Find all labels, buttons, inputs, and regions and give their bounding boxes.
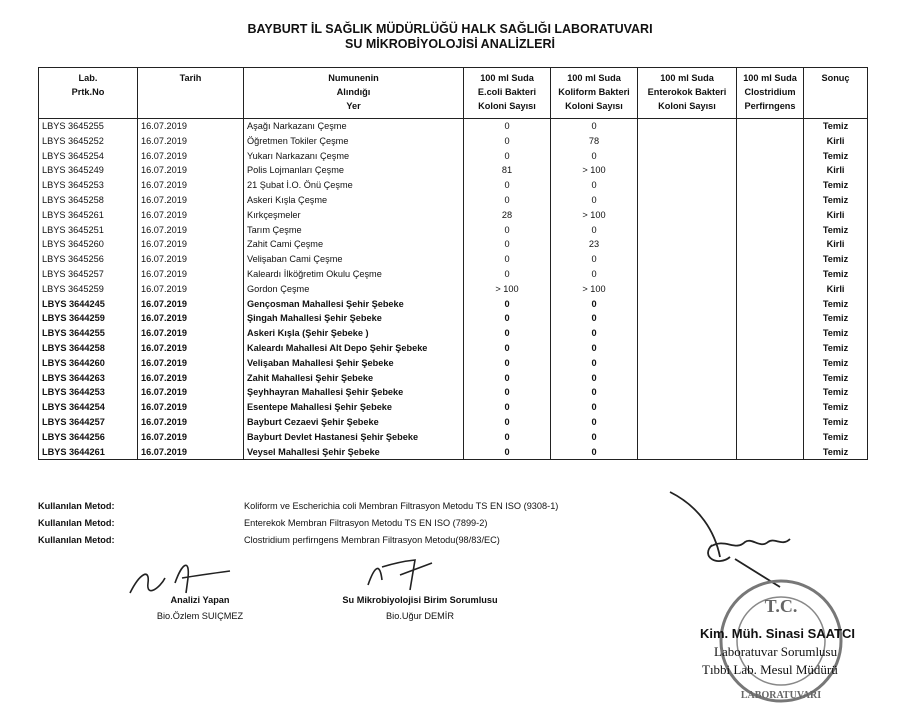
cell-sonuc: Temiz: [804, 356, 868, 371]
cell-tarih: 16.07.2019: [138, 371, 244, 386]
cell-clostridium: [737, 208, 804, 223]
table-row: [39, 134, 868, 149]
table-row: [39, 385, 868, 400]
cell-enterokok: [638, 223, 737, 238]
results-table: [38, 67, 868, 460]
cell-yer: Aşağı Narkazanı Çeşme: [244, 119, 464, 134]
cell-koliform: 0: [551, 430, 638, 445]
cell-yer: Şingah Mahallesi Şehir Şebeke: [244, 311, 464, 326]
method-label: Kullanılan Metod:: [38, 501, 115, 511]
cell-koliform: 78: [551, 134, 638, 149]
table-row: [39, 430, 868, 445]
cell-yer: Velişaban Mahallesi Şehir Şebeke: [244, 356, 464, 371]
col-enterokok: 100 ml Suda Enterokok Bakteri Koloni Sayısı: [638, 68, 737, 119]
cell-sonuc: Temiz: [804, 223, 868, 238]
cell-sonuc: Temiz: [804, 415, 868, 430]
cell-ecoli: 0: [464, 223, 551, 238]
table-row: [39, 149, 868, 164]
seal-top-text: T.C.: [764, 596, 798, 616]
cell-koliform: 0: [551, 326, 638, 341]
cell-lab: LBYS 3644245: [39, 297, 138, 312]
table-header: [39, 68, 868, 119]
analyst-name: Bio.Özlem SUIÇMEZ: [156, 611, 244, 621]
col-yer: Numunenin Alındığı Yer: [244, 68, 464, 119]
cell-sonuc: Temiz: [804, 252, 868, 267]
cell-lab: LBYS 3645253: [39, 178, 138, 193]
cell-enterokok: [638, 267, 737, 282]
cell-clostridium: [737, 149, 804, 164]
cell-lab: LBYS 3645256: [39, 252, 138, 267]
report-title: BAYBURT İL SAĞLIK MÜDÜRLÜĞÜ HALK SAĞLIĞI LABORATUVARI: [247, 22, 653, 36]
cell-yer: Askeri Kışla Çeşme: [244, 193, 464, 208]
table-row: [39, 297, 868, 312]
cell-lab: LBYS 3644254: [39, 400, 138, 415]
cell-tarih: 16.07.2019: [138, 237, 244, 252]
table-row: [39, 252, 868, 267]
table-row: [39, 193, 868, 208]
cell-yer: Gordon Çeşme: [244, 282, 464, 297]
cell-lab: LBYS 3645251: [39, 223, 138, 238]
cell-enterokok: [638, 371, 737, 386]
table-row: [39, 326, 868, 341]
cell-yer: Tarım Çeşme: [244, 223, 464, 238]
cell-ecoli: 0: [464, 149, 551, 164]
official-seal: [716, 576, 846, 706]
cell-enterokok: [638, 326, 737, 341]
cell-clostridium: [737, 400, 804, 415]
cell-koliform: 0: [551, 400, 638, 415]
cell-tarih: 16.07.2019: [138, 223, 244, 238]
cell-koliform: 0: [551, 371, 638, 386]
cell-koliform: 0: [551, 385, 638, 400]
analyst-role: Analizi Yapan: [170, 595, 230, 605]
cell-sonuc: Temiz: [804, 371, 868, 386]
col-lab: Lab. Prtk.No: [39, 68, 138, 119]
cell-koliform: 0: [551, 178, 638, 193]
cell-tarih: 16.07.2019: [138, 445, 244, 460]
unit-role: Su Mikrobiyolojisi Birim Sorumlusu: [342, 595, 498, 605]
cell-ecoli: 0: [464, 267, 551, 282]
cell-sonuc: Kirli: [804, 134, 868, 149]
col-sonuc: Sonuç: [804, 68, 868, 119]
cell-lab: LBYS 3645255: [39, 119, 138, 134]
table-row: [39, 119, 868, 134]
cell-ecoli: 0: [464, 400, 551, 415]
cell-koliform: 0: [551, 267, 638, 282]
cell-sonuc: Kirli: [804, 208, 868, 223]
cell-yer: Zahit Mahallesi Şehir Şebeke: [244, 371, 464, 386]
cell-lab: LBYS 3645261: [39, 208, 138, 223]
table-row: [39, 400, 868, 415]
cell-yer: Bayburt Devlet Hastanesi Şehir Şebeke: [244, 430, 464, 445]
cell-clostridium: [737, 326, 804, 341]
cell-ecoli: 0: [464, 193, 551, 208]
table-row: [39, 415, 868, 430]
cell-lab: LBYS 3645254: [39, 149, 138, 164]
cell-yer: 21 Şubat İ.O. Önü Çeşme: [244, 178, 464, 193]
method-text: Enterekok Membran Filtrasyon Metodu TS EN ISO (7899-2): [244, 518, 488, 528]
cell-enterokok: [638, 134, 737, 149]
cell-tarih: 16.07.2019: [138, 430, 244, 445]
cell-clostridium: [737, 385, 804, 400]
cell-ecoli: 0: [464, 356, 551, 371]
cell-clostridium: [737, 297, 804, 312]
cell-sonuc: Temiz: [804, 297, 868, 312]
cell-koliform: 0: [551, 252, 638, 267]
cell-clostridium: [737, 371, 804, 386]
cell-clostridium: [737, 134, 804, 149]
cell-sonuc: Temiz: [804, 430, 868, 445]
cell-lab: LBYS 3645259: [39, 282, 138, 297]
cell-tarih: 16.07.2019: [138, 252, 244, 267]
cell-enterokok: [638, 208, 737, 223]
cell-enterokok: [638, 297, 737, 312]
cell-lab: LBYS 3645249: [39, 163, 138, 178]
cell-yer: Gençosman Mahallesi Şehir Şebeke: [244, 297, 464, 312]
cell-koliform: 0: [551, 341, 638, 356]
cell-ecoli: 0: [464, 311, 551, 326]
cell-enterokok: [638, 415, 737, 430]
table-row: [39, 341, 868, 356]
cell-tarih: 16.07.2019: [138, 311, 244, 326]
method-label: Kullanılan Metod:: [38, 535, 115, 545]
cell-koliform: 0: [551, 297, 638, 312]
cell-clostridium: [737, 311, 804, 326]
cell-tarih: 16.07.2019: [138, 134, 244, 149]
cell-clostridium: [737, 415, 804, 430]
cell-tarih: 16.07.2019: [138, 178, 244, 193]
cell-koliform: 0: [551, 149, 638, 164]
cell-sonuc: Kirli: [804, 282, 868, 297]
cell-yer: Esentepe Mahallesi Şehir Şebeke: [244, 400, 464, 415]
cell-lab: LBYS 3644260: [39, 356, 138, 371]
cell-lab: LBYS 3645260: [39, 237, 138, 252]
table-row: [39, 223, 868, 238]
cell-clostridium: [737, 341, 804, 356]
manager-name: Kim. Müh. Sinasi SAATCI: [700, 626, 856, 641]
cell-ecoli: > 100: [464, 282, 551, 297]
cell-clostridium: [737, 178, 804, 193]
cell-yer: Bayburt Cezaevi Şehir Şebeke: [244, 415, 464, 430]
cell-lab: LBYS 3645252: [39, 134, 138, 149]
cell-yer: Kaleardı Mahallesi Alt Depo Şehir Şebeke: [244, 341, 464, 356]
cell-ecoli: 0: [464, 297, 551, 312]
cell-yer: Kaleardı İlköğretim Okulu Çeşme: [244, 267, 464, 282]
cell-yer: Polis Lojmanları Çeşme: [244, 163, 464, 178]
cell-enterokok: [638, 237, 737, 252]
cell-lab: LBYS 3644261: [39, 445, 138, 460]
cell-ecoli: 0: [464, 430, 551, 445]
cell-enterokok: [638, 163, 737, 178]
cell-clostridium: [737, 430, 804, 445]
col-tarih: Tarih: [138, 68, 244, 119]
cell-tarih: 16.07.2019: [138, 415, 244, 430]
cell-koliform: 0: [551, 223, 638, 238]
cell-koliform: 23: [551, 237, 638, 252]
method-label: Kullanılan Metod:: [38, 518, 115, 528]
unit-name: Bio.Uğur DEMİR: [386, 611, 454, 621]
col-ecoli: 100 ml Suda E.coli Bakteri Koloni Sayısı: [464, 68, 551, 119]
cell-lab: LBYS 3644255: [39, 326, 138, 341]
cell-ecoli: 0: [464, 237, 551, 252]
cell-sonuc: Temiz: [804, 311, 868, 326]
cell-koliform: 0: [551, 356, 638, 371]
report-subtitle: SU MİKROBİYOLOJİSİ ANALİZLERİ: [345, 37, 555, 51]
cell-ecoli: 0: [464, 385, 551, 400]
cell-enterokok: [638, 149, 737, 164]
cell-lab: LBYS 3644258: [39, 341, 138, 356]
cell-koliform: 0: [551, 445, 638, 460]
cell-clostridium: [737, 163, 804, 178]
cell-sonuc: Temiz: [804, 149, 868, 164]
cell-yer: Askeri Kışla (Şehir Şebeke ): [244, 326, 464, 341]
table-row: [39, 208, 868, 223]
manager-role-2: Tıbbi Lab. Mesul Müdürü: [702, 662, 838, 677]
cell-sonuc: Temiz: [804, 267, 868, 282]
method-text: Koliform ve Escherichia coli Membran Filtrasyon Metodu TS EN ISO (9308-1): [244, 501, 559, 511]
cell-ecoli: 0: [464, 178, 551, 193]
table-row: [39, 237, 868, 252]
cell-yer: Kırkçeşmeler: [244, 208, 464, 223]
cell-sonuc: Temiz: [804, 341, 868, 356]
cell-yer: Şeyhhayran Mahallesi Şehir Şebeke: [244, 385, 464, 400]
cell-sonuc: Kirli: [804, 163, 868, 178]
cell-ecoli: 28: [464, 208, 551, 223]
cell-ecoli: 0: [464, 119, 551, 134]
cell-tarih: 16.07.2019: [138, 297, 244, 312]
cell-yer: Öğretmen Tokiler Çeşme: [244, 134, 464, 149]
col-koliform: 100 ml Suda Koliform Bakteri Koloni Sayısı: [551, 68, 638, 119]
cell-tarih: 16.07.2019: [138, 341, 244, 356]
cell-ecoli: 0: [464, 326, 551, 341]
cell-tarih: 16.07.2019: [138, 193, 244, 208]
cell-sonuc: Temiz: [804, 385, 868, 400]
cell-enterokok: [638, 445, 737, 460]
cell-ecoli: 0: [464, 252, 551, 267]
cell-yer: Zahit Cami Çeşme: [244, 237, 464, 252]
cell-lab: LBYS 3644256: [39, 430, 138, 445]
cell-sonuc: Temiz: [804, 193, 868, 208]
cell-tarih: 16.07.2019: [138, 282, 244, 297]
cell-clostridium: [737, 267, 804, 282]
cell-sonuc: Temiz: [804, 326, 868, 341]
cell-tarih: 16.07.2019: [138, 267, 244, 282]
table-row: [39, 178, 868, 193]
cell-lab: LBYS 3644263: [39, 371, 138, 386]
cell-enterokok: [638, 430, 737, 445]
table-row: [39, 445, 868, 460]
cell-koliform: > 100: [551, 163, 638, 178]
cell-lab: LBYS 3644257: [39, 415, 138, 430]
cell-yer: Yukarı Narkazanı Çeşme: [244, 149, 464, 164]
cell-tarih: 16.07.2019: [138, 149, 244, 164]
cell-sonuc: Temiz: [804, 178, 868, 193]
table-row: [39, 356, 868, 371]
table-row: [39, 267, 868, 282]
cell-clostridium: [737, 445, 804, 460]
table-row: [39, 311, 868, 326]
cell-enterokok: [638, 311, 737, 326]
cell-clostridium: [737, 237, 804, 252]
cell-lab: LBYS 3645257: [39, 267, 138, 282]
cell-sonuc: Temiz: [804, 119, 868, 134]
cell-lab: LBYS 3644259: [39, 311, 138, 326]
cell-ecoli: 0: [464, 134, 551, 149]
cell-lab: LBYS 3644253: [39, 385, 138, 400]
cell-tarih: 16.07.2019: [138, 326, 244, 341]
cell-yer: Veysel Mahallesi Şehir Şebeke: [244, 445, 464, 460]
cell-enterokok: [638, 119, 737, 134]
seal-bottom-text: LABORATUVARI: [740, 690, 822, 701]
cell-tarih: 16.07.2019: [138, 119, 244, 134]
col-clostridium: 100 ml Suda Clostridium Perfirngens: [737, 68, 804, 119]
cell-koliform: 0: [551, 311, 638, 326]
cell-koliform: 0: [551, 415, 638, 430]
cell-enterokok: [638, 385, 737, 400]
unit-signature: [360, 555, 450, 595]
cell-enterokok: [638, 193, 737, 208]
cell-ecoli: 81: [464, 163, 551, 178]
cell-ecoli: 0: [464, 371, 551, 386]
cell-enterokok: [638, 252, 737, 267]
method-text: Clostridium perfirngens Membran Filtrasyon Metodu(98/83/EC): [244, 535, 500, 545]
table-row: [39, 371, 868, 386]
cell-clostridium: [737, 223, 804, 238]
cell-sonuc: Temiz: [804, 400, 868, 415]
cell-koliform: 0: [551, 119, 638, 134]
cell-tarih: 16.07.2019: [138, 356, 244, 371]
cell-enterokok: [638, 178, 737, 193]
cell-sonuc: Kirli: [804, 237, 868, 252]
manager-role-1: Laboratuvar Sorumlusu: [714, 644, 838, 659]
cell-enterokok: [638, 356, 737, 371]
cell-yer: Velişaban Cami Çeşme: [244, 252, 464, 267]
cell-enterokok: [638, 400, 737, 415]
cell-clostridium: [737, 356, 804, 371]
cell-koliform: 0: [551, 193, 638, 208]
cell-ecoli: 0: [464, 415, 551, 430]
table-row: [39, 163, 868, 178]
cell-enterokok: [638, 341, 737, 356]
cell-clostridium: [737, 282, 804, 297]
cell-clostridium: [737, 252, 804, 267]
cell-ecoli: 0: [464, 445, 551, 460]
cell-tarih: 16.07.2019: [138, 208, 244, 223]
cell-sonuc: Temiz: [804, 445, 868, 460]
cell-tarih: 16.07.2019: [138, 385, 244, 400]
cell-tarih: 16.07.2019: [138, 163, 244, 178]
cell-clostridium: [737, 119, 804, 134]
cell-koliform: > 100: [551, 208, 638, 223]
cell-tarih: 16.07.2019: [138, 400, 244, 415]
cell-koliform: > 100: [551, 282, 638, 297]
table-row: [39, 282, 868, 297]
cell-ecoli: 0: [464, 341, 551, 356]
cell-lab: LBYS 3645258: [39, 193, 138, 208]
cell-enterokok: [638, 282, 737, 297]
cell-clostridium: [737, 193, 804, 208]
